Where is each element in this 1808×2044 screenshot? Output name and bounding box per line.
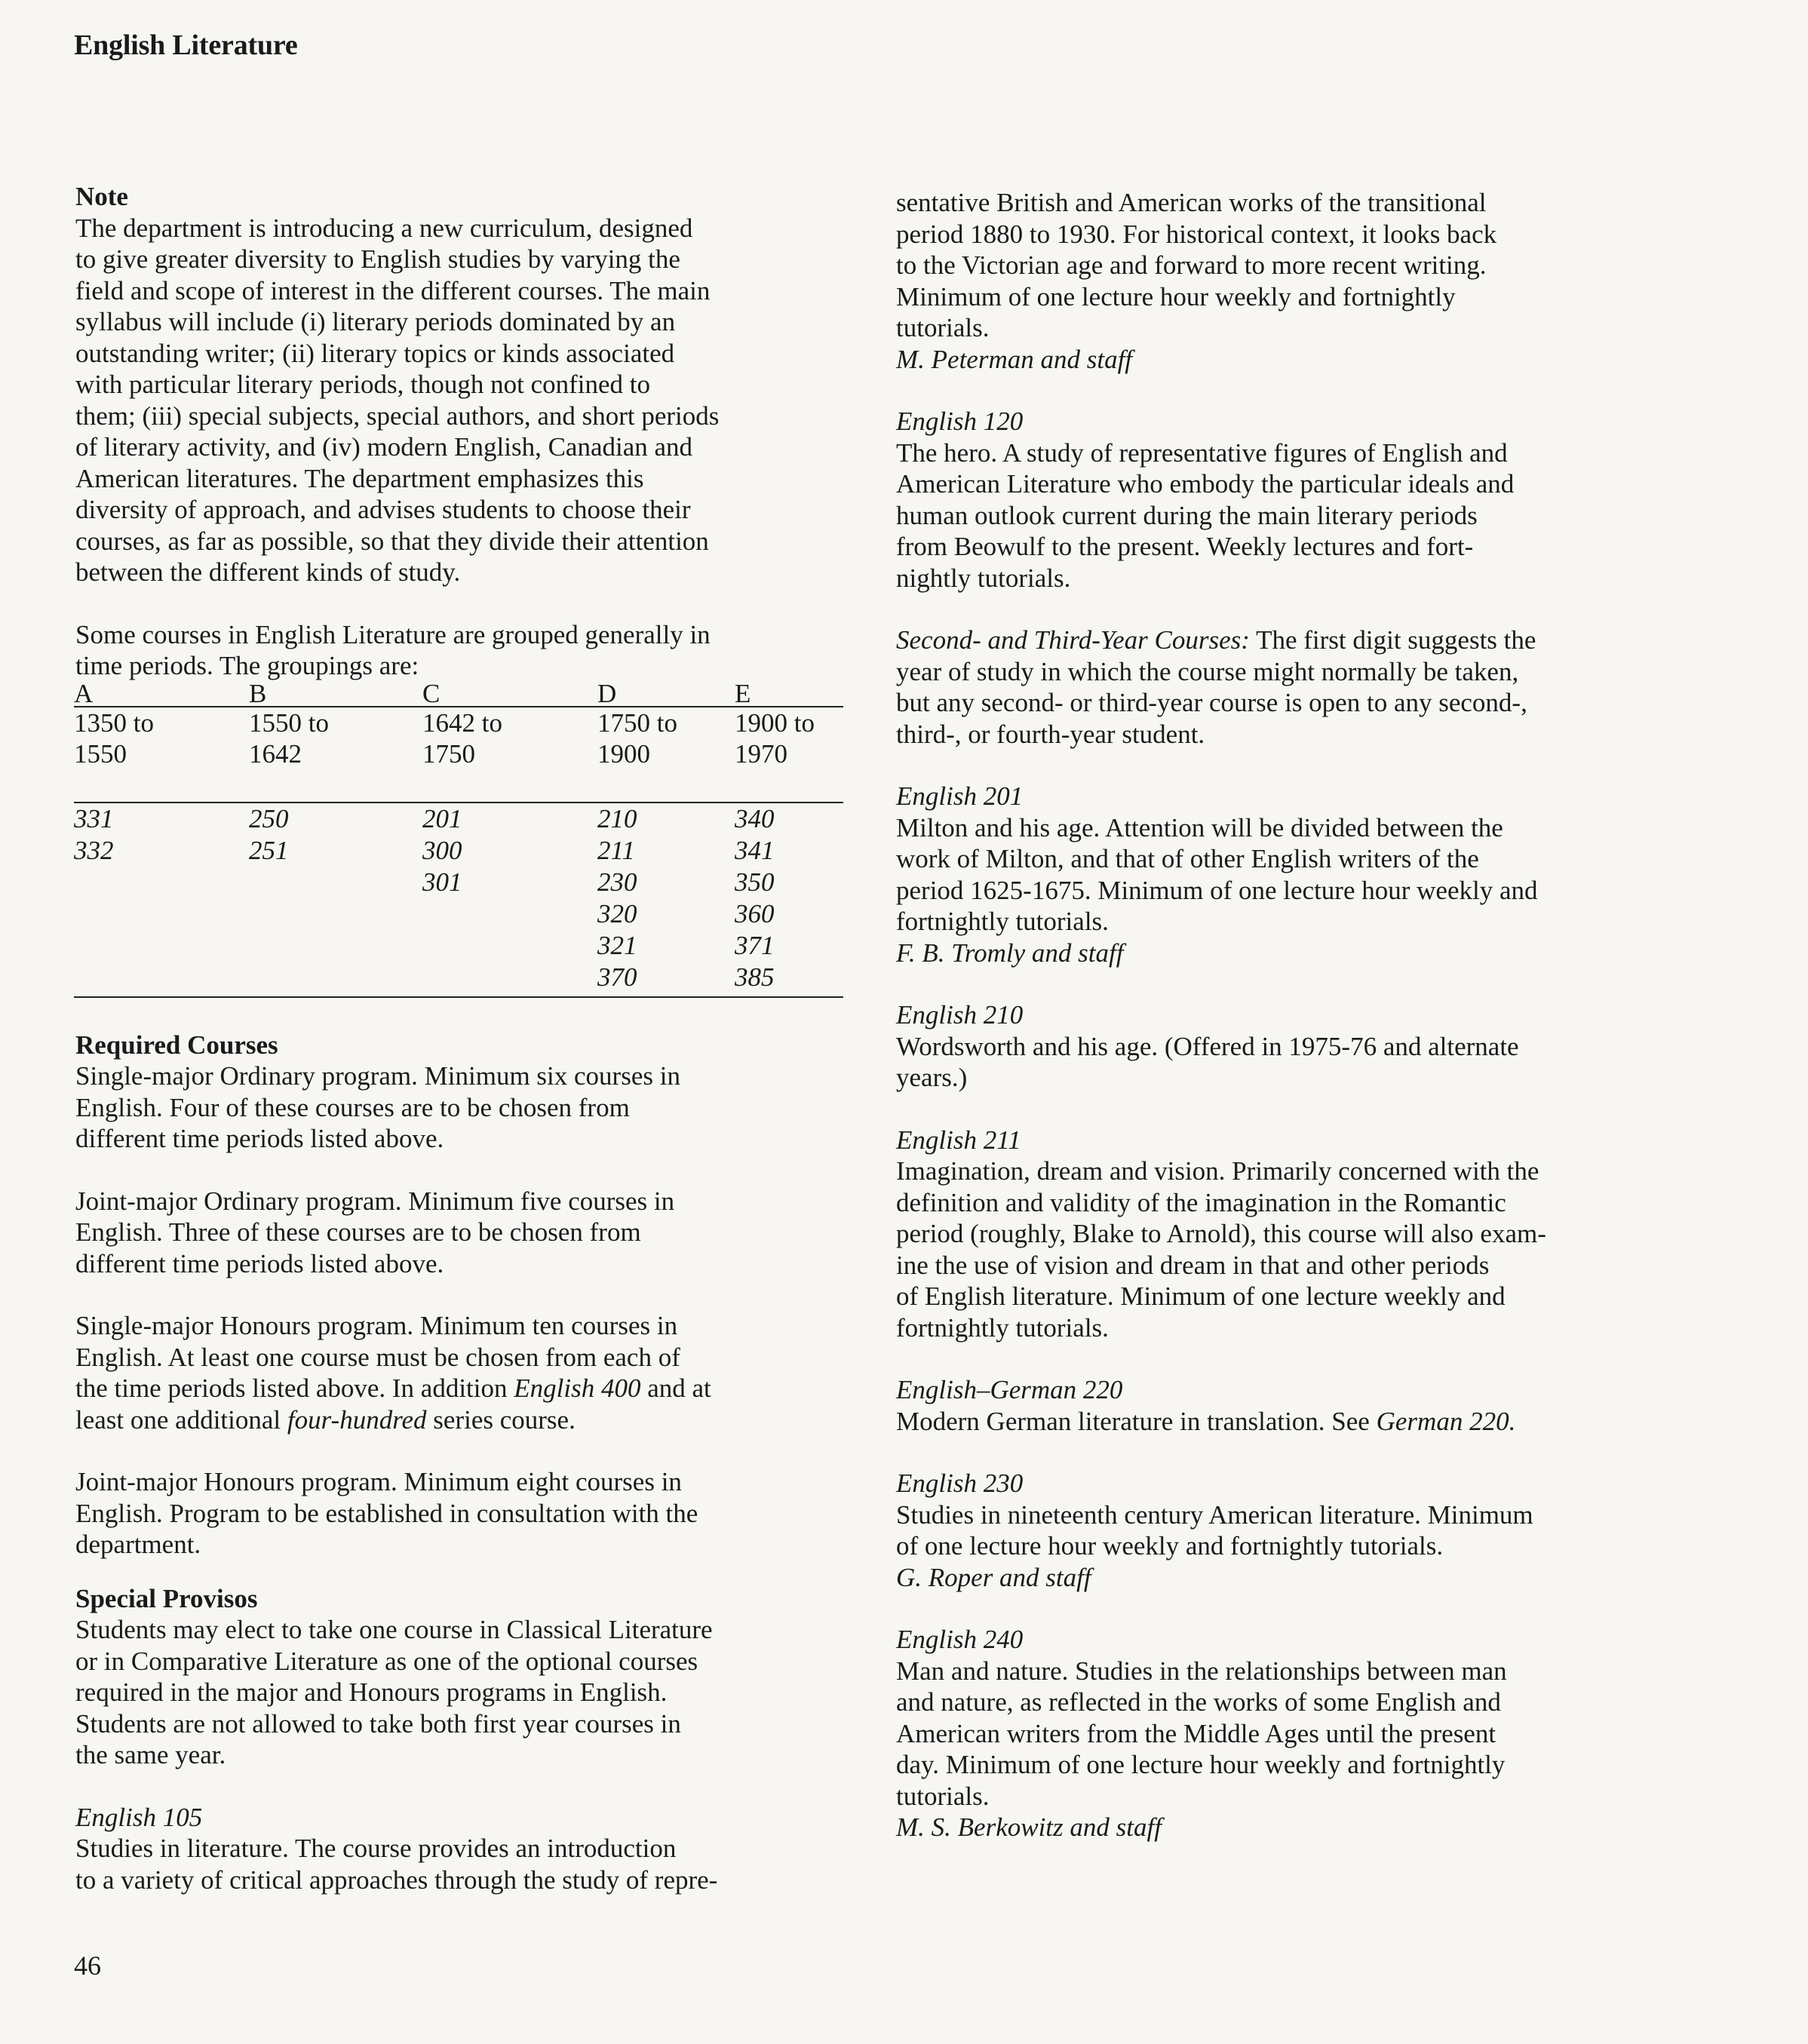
required-heading: Required Courses [75, 1030, 278, 1060]
course-english-211 [896, 1125, 1665, 1344]
text-line: or in Comparative Literature as one of the optional courses [75, 1646, 698, 1676]
course-staff: M. S. Berkowitz and staff [896, 1812, 1162, 1842]
text-line: period 1625-1675. Minimum of one lecture hour weekly and [896, 875, 1538, 905]
text-line: Single-major Ordinary program. Minimum six courses in [75, 1061, 680, 1091]
text-line: but any second- or third-year course is open to any second-, [896, 688, 1527, 717]
text-line: the time periods listed above. In addition English 400 and at [75, 1373, 711, 1403]
text-line: tutorials. [896, 1781, 990, 1811]
text-line: Man and nature. Studies in the relationships between man [896, 1656, 1507, 1686]
text-line: day. Minimum of one lecture hour weekly and fortnightly [896, 1750, 1506, 1779]
text-line: Second- and Third-Year Courses: The first digit suggests the [896, 625, 1536, 655]
course-english-105-continued [896, 187, 1665, 375]
course-english-201 [896, 781, 1665, 968]
text-line: required in the major and Honours programs in English. [75, 1677, 668, 1707]
text-line: department. [75, 1530, 201, 1559]
text-line: Wordsworth and his age. (Offered in 1975-76 and alternate [896, 1031, 1519, 1061]
period-cell: 1550 to 1642 [249, 707, 422, 803]
groupings-intro [75, 619, 837, 682]
section-label: Second- and Third-Year Courses: [896, 625, 1250, 655]
table-header-row [74, 682, 843, 707]
text-line: Single-major Honours program. Minimum ten courses in [75, 1311, 678, 1340]
group-letter: D [597, 682, 735, 707]
text-line: sentative British and American works of the transitional [896, 188, 1487, 217]
course-staff: G. Roper and staff [896, 1562, 1091, 1592]
course-title: English 201 [896, 781, 1024, 811]
note-section [75, 181, 837, 588]
period-row [74, 707, 843, 803]
group-letter: E [735, 682, 843, 707]
time-period-table [74, 678, 843, 998]
upper-year-courses-note [896, 625, 1665, 750]
text-line: human outlook current during the main literary periods [896, 500, 1478, 530]
text-line: from Beowulf to the present. Weekly lectures and fort- [896, 532, 1474, 561]
note-line: with particular literary periods, though not confined to [75, 370, 651, 399]
text-line: tutorials. [896, 313, 990, 342]
course-reference: English 400 [514, 1373, 641, 1403]
course-english-230 [896, 1468, 1665, 1593]
text-line: The hero. A study of representative figures of English and [896, 437, 1508, 468]
text-line: definition and validity of the imagination in the Romantic [896, 1187, 1506, 1217]
note-line: outstanding writer; (ii) literary topics or kinds associated [75, 338, 675, 368]
text-line: period 1880 to 1930. For historical context, it looks back [896, 219, 1497, 249]
text-line: Milton and his age. Attention will be divided between the [896, 812, 1503, 842]
text-line: ine the use of vision and dream in that and other periods [896, 1250, 1490, 1280]
page-number: 46 [74, 1950, 101, 1981]
text-line: American writers from the Middle Ages until the present [896, 1718, 1496, 1748]
note-line: field and scope of interest in the different courses. The main [75, 275, 711, 305]
text-line: English. Three of these courses are to be chosen from [75, 1217, 641, 1247]
emphasis: four-hundred [287, 1404, 427, 1435]
note-line: American literatures. The department emphasizes this [75, 463, 644, 493]
text-line: fortnightly tutorials. [896, 1312, 1109, 1343]
note-line: them; (iii) special subjects, special authors, and short periods [75, 401, 720, 431]
course-title: English 240 [896, 1625, 1024, 1654]
required-courses-section [75, 1030, 837, 1155]
text-line: to a variety of critical approaches through the study of repre- [75, 1864, 718, 1895]
course-staff: F. B. Tromly and staff [896, 938, 1124, 968]
provisos-heading: Special Provisos [75, 1583, 258, 1613]
text-line: third-, or fourth-year student. [896, 719, 1205, 749]
text-line: Modern German literature in translation. See German 220. [896, 1406, 1516, 1436]
note-heading: Note [75, 182, 128, 211]
joint-ordinary-paragraph [75, 1186, 837, 1280]
course-english-120 [896, 406, 1665, 594]
text-line: year of study in which the course might normally be taken, [896, 656, 1519, 686]
group-letter: A [74, 682, 249, 707]
note-line: of literary activity, and (iv) modern English, Canadian and [75, 432, 693, 462]
text-line: Joint-major Honours program. Minimum eight courses in [75, 1467, 682, 1496]
text-line: work of Milton, and that of other English writers of the [896, 844, 1479, 873]
text-line: English. Four of these courses are to be chosen from [75, 1092, 630, 1122]
single-honours-paragraph [75, 1310, 837, 1435]
text-line: different time periods listed above. [75, 1124, 444, 1153]
period-cell: 1350 to 1550 [74, 707, 249, 803]
text-line: of English literature. Minimum of one lecture weekly and [896, 1281, 1506, 1311]
note-line: diversity of approach, and advises students to choose their [75, 495, 691, 524]
text-line: Students may elect to take one course in Classical Literature [75, 1615, 713, 1644]
text-line: Studies in literature. The course provides an introduction [75, 1834, 677, 1863]
course-list: 201 300 301 [422, 803, 597, 997]
course-title: English 230 [896, 1469, 1024, 1498]
group-letter: B [249, 682, 422, 707]
course-title: English–German 220 [896, 1375, 1123, 1404]
note-line: to give greater diversity to English studies by varying the [75, 244, 680, 274]
course-title: English 211 [896, 1125, 1021, 1155]
text-line: to the Victorian age and forward to more recent writing. [896, 250, 1487, 280]
course-staff: M. Peterman and staff [896, 344, 1133, 374]
special-provisos-section [75, 1583, 837, 1771]
text-line: English. At least one course must be chosen from each of [75, 1342, 680, 1372]
text-line: Imagination, dream and vision. Primarily concerned with the [896, 1156, 1539, 1186]
joint-honours-paragraph [75, 1466, 837, 1561]
period-cell: 1750 to 1900 [597, 707, 735, 803]
text-line: of one lecture hour weekly and fortnightly tutorials. [896, 1531, 1444, 1561]
period-cell: 1642 to 1750 [422, 707, 597, 803]
course-english-german-220 [896, 1374, 1665, 1437]
text-line: least one additional four-hundred series course. [75, 1404, 576, 1435]
course-list: 250 251 [249, 803, 422, 997]
course-list: 331 332 [74, 803, 249, 997]
left-column [75, 181, 837, 1895]
group-letter: C [422, 682, 597, 707]
note-line: between the different kinds of study. [75, 557, 461, 587]
note-line: syllabus will include (i) literary periods dominated by an [75, 307, 676, 336]
course-english-210 [896, 999, 1665, 1094]
text-line: Joint-major Ordinary program. Minimum five courses in [75, 1186, 675, 1216]
course-list: 210 211 230 320 321 370 [597, 803, 735, 997]
text-line: Students are not allowed to take both first year courses in [75, 1708, 681, 1739]
text-line: different time periods listed above. [75, 1248, 444, 1278]
course-reference: German 220. [1376, 1406, 1516, 1436]
course-title: English 210 [896, 1000, 1024, 1030]
course-list: 340 341 350 360 371 385 [735, 803, 843, 997]
note-line: The department is introducing a new curriculum, designed [75, 213, 693, 243]
text-line: and nature, as reflected in the works of some English and [896, 1687, 1501, 1717]
course-english-240 [896, 1624, 1665, 1843]
text-line: years.) [896, 1063, 968, 1092]
text-line: English. Program to be established in consultation with the [75, 1498, 698, 1528]
text-line: the same year. [75, 1740, 226, 1769]
text-line: period (roughly, Blake to Arnold), this course will also exam- [896, 1219, 1546, 1248]
courses-row [74, 803, 843, 997]
intro-line: time periods. The groupings are: [75, 651, 419, 680]
course-english-105 [75, 1802, 837, 1896]
text-line: Minimum of one lecture hour weekly and fortnightly [896, 281, 1456, 312]
text-line: American Literature who embody the particular ideals and [896, 469, 1515, 499]
course-title: English 105 [75, 1802, 203, 1832]
page-title: English Literature [74, 29, 298, 61]
text-line: nightly tutorials. [896, 563, 1071, 593]
note-line: courses, as far as possible, so that they divide their attention [75, 526, 709, 556]
period-cell: 1900 to 1970 [735, 707, 843, 803]
text-line: fortnightly tutorials. [896, 907, 1109, 936]
intro-line: Some courses in English Literature are grouped generally in [75, 619, 711, 649]
text-line: Studies in nineteenth century American literature. Minimum [896, 1499, 1533, 1530]
course-title: English 120 [896, 407, 1024, 436]
right-column [896, 187, 1665, 1843]
